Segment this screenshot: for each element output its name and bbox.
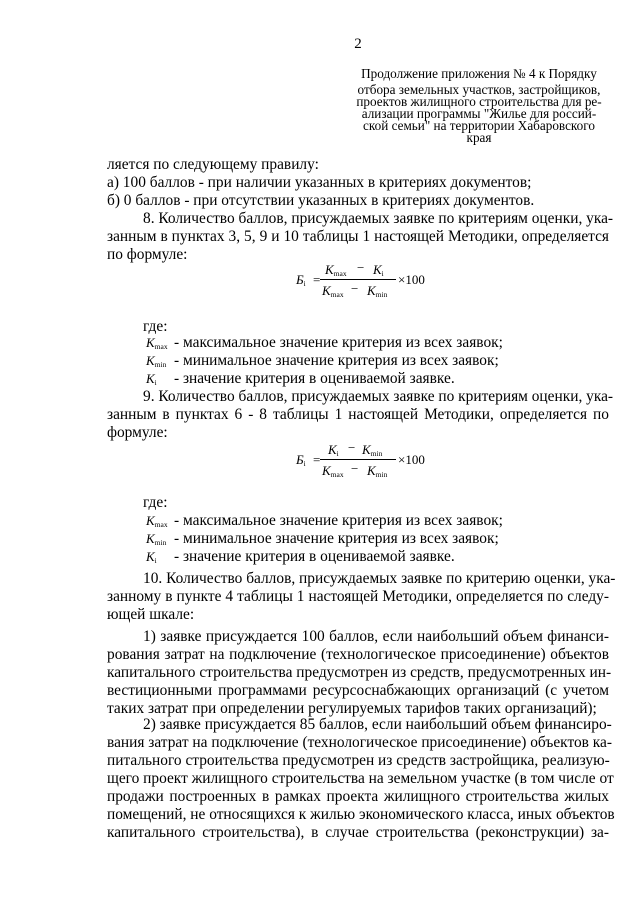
formula-equals: =: [313, 272, 321, 287]
text-line: вания затрат на подключение (технологическое присоединение) объектов ка-: [107, 734, 612, 751]
formula-lhs: $Б_i$: [296, 272, 306, 288]
text-line: продажи построенных в рамках проекта жилищного строительства жилых: [107, 788, 609, 805]
formula-denominator: $K_{min}$: [367, 463, 388, 479]
header-line: ализации программы "Жилье для россий-: [361, 106, 597, 121]
formula-numerator: $K_{min}$: [362, 442, 383, 458]
formula-numerator: $K_i$: [373, 262, 384, 278]
text-line: вестиционными программами ресурсоснабжающих организаций (с учетом: [107, 682, 609, 699]
text-line: ляется по следующему правилу:: [107, 156, 319, 173]
text-line: формуле:: [107, 424, 168, 441]
formula-denominator: $K_{max}$: [322, 283, 344, 299]
definition-line: $K_{max}$ - максимальное значение критерия из всех заявок;: [146, 334, 503, 351]
formula-multiplier: ×100: [398, 452, 425, 467]
formula-multiplier: ×100: [398, 272, 425, 287]
formula-denominator: $K_{max}$: [322, 463, 344, 479]
text-line: капитального строительства предусмотрен из средств, предусмотренных ин-: [107, 664, 612, 681]
text-line: помещений, не относящихся к жилью экономического класса, иных объектов: [107, 806, 615, 823]
text-line: 1) заявке присуждается 100 баллов, если наибольший объем финанси-: [143, 628, 609, 645]
header-line: проектов жилищного строительства для ре-: [356, 94, 602, 109]
text-line: 10. Количество баллов, присуждаемых заявке по критерию оценки, ука-: [143, 570, 616, 587]
text-line: рования затрат на подключение (технологическое присоединение) объектов: [107, 646, 609, 663]
formula-minus: −: [357, 260, 365, 275]
text-line: щего проект жилищного строительства на земельном участке (в том числе от: [107, 770, 614, 787]
formula-equals: =: [313, 452, 321, 467]
formula-minus: −: [348, 440, 356, 455]
formula-lhs: $Б_i$: [296, 452, 306, 468]
formula-numerator: $K_i$: [328, 442, 339, 458]
page-number: 2: [354, 36, 362, 52]
text-line: 8. Количество баллов, присуждаемых заявке по критериям оценки, ука-: [143, 210, 614, 227]
text-line: где:: [143, 318, 168, 335]
definition-line: $K_{min}$ - минимальное значение критерия из всех заявок;: [146, 530, 499, 547]
text-line: а) 100 баллов - при наличии указанных в критериях документов;: [107, 174, 532, 191]
definition-line: $K_i$ - значение критерия в оцениваемой заявке.: [146, 548, 455, 565]
definition-line: $K_{max}$ - максимальное значение критерия из всех заявок;: [146, 512, 503, 529]
text-line: капитального строительства), в случае строительства (реконструкции) за-: [107, 824, 609, 841]
text-line: где:: [143, 494, 168, 511]
header-line: ской семьи" на территории Хабаровского: [363, 118, 595, 133]
fraction-bar: [320, 279, 396, 280]
text-line: занным в пунктах 3, 5, 9 и 10 таблицы 1 настоящей Методики, определяется: [107, 228, 609, 245]
header-line: Продолжение приложения № 4 к Порядку: [361, 66, 597, 81]
formula-minus: −: [351, 461, 359, 476]
header-line: края: [466, 130, 492, 145]
definition-line: $K_{min}$ - минимальное значение критерия из всех заявок;: [146, 352, 499, 369]
text-line: ющей шкале:: [107, 606, 195, 623]
header-line: отбора земельных участков, застройщиков,: [357, 82, 601, 97]
text-line: б) 0 баллов - при отсутствии указанных в критериях документов.: [107, 192, 535, 209]
text-line: занным в пунктах 6 - 8 таблицы 1 настоящей Методики, определяется по: [107, 406, 609, 423]
text-line: занному в пункте 4 таблицы 1 настоящей Методики, определяется по следу-: [107, 588, 609, 605]
formula-numerator: $K_{max}$: [325, 262, 347, 278]
text-line: 2) заявке присуждается 85 баллов, если наибольший объем финансиро-: [143, 716, 612, 733]
text-line: по формуле:: [107, 246, 188, 263]
formula-minus: −: [351, 281, 359, 296]
definition-line: $K_i$ - значение критерия в оцениваемой заявке.: [146, 370, 455, 387]
text-line: 9. Количество баллов, присуждаемых заявке по критериям оценки, ука-: [143, 388, 614, 405]
fraction-bar: [320, 459, 396, 460]
text-line: питального строительства предусмотрен из средств застройщика, реализую-: [107, 752, 610, 769]
formula-denominator: $K_{min}$: [367, 283, 388, 299]
text-line: таких затрат при определении регулируемых тарифов таких организаций);: [107, 700, 597, 717]
